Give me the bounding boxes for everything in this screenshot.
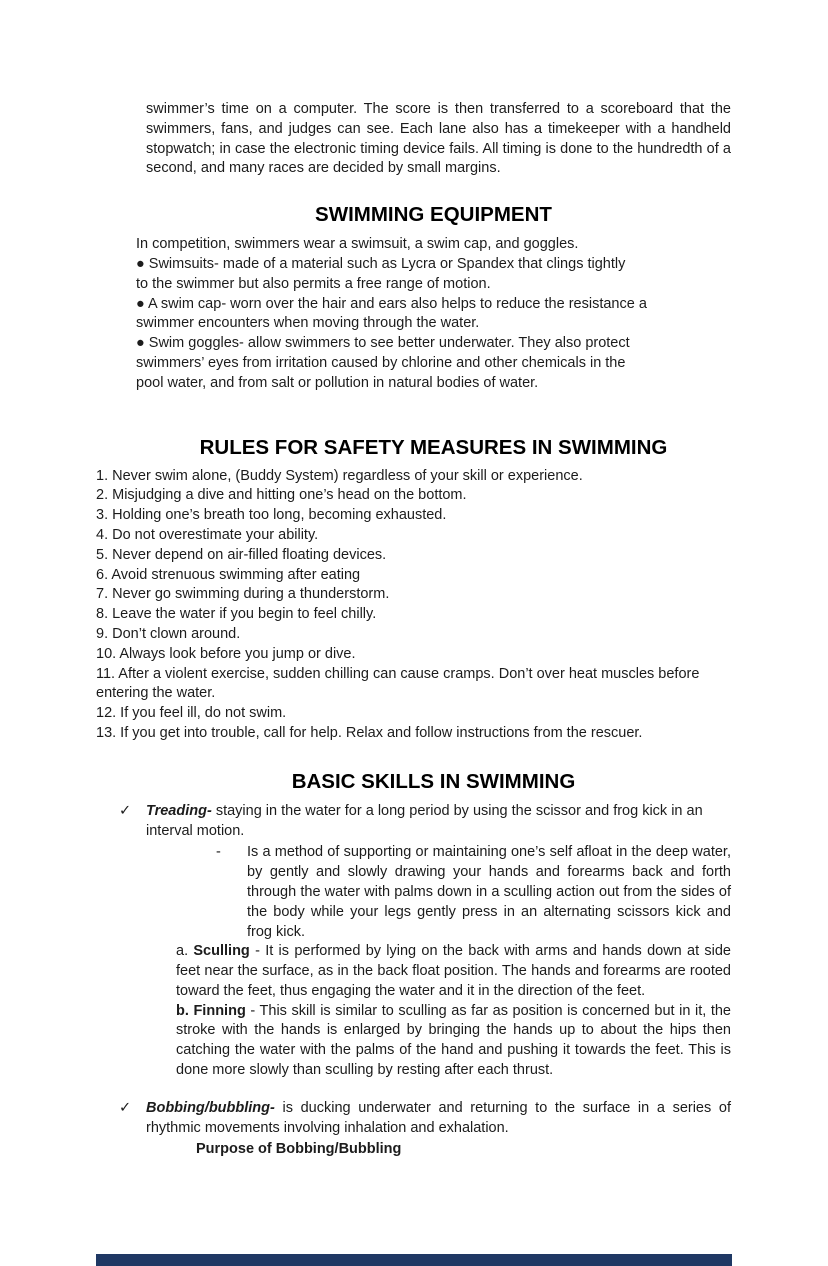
treading-definition: staying in the water for a long period by using the scissor and frog kick in an interval motion.	[146, 802, 703, 839]
rule-item: 5. Never depend on air-filled floating devices.	[96, 546, 387, 563]
heading-basic-skills: BASIC SKILLS IN SWIMMING	[291, 769, 576, 793]
checkmark-icon: ✓	[119, 1099, 132, 1116]
finning-paragraph	[176, 1002, 731, 1081]
rule-item: 9. Don’t clown around.	[96, 625, 241, 642]
equipment-line: ● Swimsuits- made of a material such as Lycra or Spandex that clings tightly	[136, 255, 626, 272]
treading-term: Treading-	[146, 802, 212, 819]
bobbing-definition: is ducking underwater and returning to the surface in a series of rhythmic movements involving inhalation and exhalation.	[146, 1099, 731, 1136]
treading-text	[146, 802, 731, 842]
intro-paragraph: swimmer’s time on a computer. The score is then transferred to a scoreboard that the swimmers, fans, and judges can see. Each lane also has a timekeeper with a handheld stopwatch; in case the electronic timing device fails. All timing is done to the hundredth of a second, and many races are decided by small margins.	[146, 101, 731, 177]
rule-item: 3. Holding one’s breath too long, becoming exhausted.	[96, 507, 447, 524]
footer-bar	[96, 1254, 732, 1266]
treading-sub-text: Is a method of supporting or maintaining one’s self afloat in the deep water, by gently and slowly drawing your hands and forearms back and forth through the water with palms down in a sculling action out from the sides of the body while your legs gently press in an alternating scissors kick and frog kick.	[247, 844, 731, 940]
checkmark-icon: ✓	[119, 802, 132, 819]
sculling-term: Sculling	[193, 943, 250, 960]
bobbing-term: Bobbing/bubbling-	[146, 1099, 275, 1116]
rule-item: 12. If you feel ill, do not swim.	[96, 705, 287, 722]
equipment-line: pool water, and from salt or pollution in natural bodies of water.	[136, 374, 539, 391]
equipment-line: to the swimmer but also permits a free range of motion.	[136, 275, 491, 292]
rule-item: 1. Never swim alone, (Buddy System) regardless of your skill or experience.	[96, 467, 583, 484]
equipment-line: ● A swim cap- worn over the hair and ears also helps to reduce the resistance a	[136, 295, 647, 312]
heading-safety-rules: RULES FOR SAFETY MEASURES IN SWIMMING	[199, 435, 668, 459]
equipment-list	[136, 235, 748, 393]
equipment-line: In competition, swimmers wear a swimsuit, a swim cap, and goggles.	[136, 236, 579, 253]
rule-item: 4. Do not overestimate your ability.	[96, 526, 319, 543]
rule-item: 7. Never go swimming during a thunderstorm.	[96, 586, 390, 603]
equipment-line: swimmers’ eyes from irritation caused by chlorine and other chemicals in the	[136, 354, 626, 371]
bobbing-text	[146, 1099, 731, 1139]
finning-definition: - This skill is similar to sculling as far as position is concerned but in it, the stroke with the hands is enlarged by bringing the hands up to about the hips then catching the water with the palms of the hand and pushing it towards the feet. This is done more slowly than sculling by resting after each thrust.	[176, 1002, 731, 1079]
treading-item	[119, 802, 731, 842]
rule-item: 11. After a violent exercise, sudden chilling can cause cramps. Don’t over heat muscles before entering the water.	[96, 665, 700, 702]
purpose-heading: Purpose of Bobbing/Bubbling	[196, 1141, 402, 1158]
equipment-line: ● Swim goggles- allow swimmers to see better underwater. They also protect	[136, 335, 630, 352]
rule-item: 8. Leave the water if you begin to feel chilly.	[96, 606, 377, 623]
sculling-definition: - It is performed by lying on the back with arms and hands down at side feet near the surface, as in the back float position. The hands and forearms are rooted toward the feet, thus engaging the water and it in the direction of the feet.	[176, 943, 732, 999]
finning-term: b. Finning	[176, 1002, 246, 1019]
sculling-prefix: a.	[176, 943, 194, 960]
heading-swimming-equipment: SWIMMING EQUIPMENT	[315, 203, 552, 227]
safety-rules-list	[96, 467, 741, 744]
rule-item: 10. Always look before you jump or dive.	[96, 645, 356, 662]
rule-item: 2. Misjudging a dive and hitting one’s head on the bottom.	[96, 487, 467, 504]
equipment-line: swimmer encounters when moving through the water.	[136, 315, 480, 332]
dash-marker: -	[216, 844, 221, 861]
rule-item: 6. Avoid strenuous swimming after eating	[96, 566, 361, 583]
treading-subitem	[216, 843, 731, 942]
bobbing-item	[119, 1099, 731, 1139]
rule-item: 13. If you get into trouble, call for help. Relax and follow instructions from the rescuer.	[96, 724, 643, 741]
sculling-paragraph	[176, 942, 731, 1001]
